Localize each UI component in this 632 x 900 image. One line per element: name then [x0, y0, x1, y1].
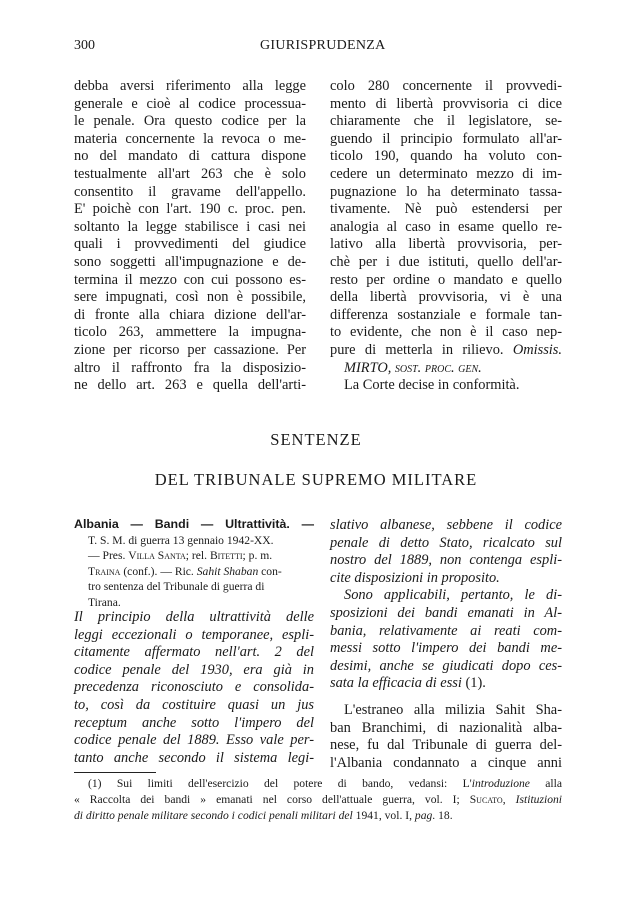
footnote-author: Sucato: [469, 793, 503, 806]
caption-fragment: ; p. m.: [242, 549, 273, 563]
text-line: testualmente all'art 263 che è solo: [74, 165, 306, 182]
text-line: precedenza riconosciuto e consolida-: [74, 679, 314, 696]
footnote-fragment: . 18.: [432, 809, 453, 822]
caption-fragment: (conf.). — Ric.: [120, 564, 197, 578]
text-line: zione per ricorso per cassazione. Per: [74, 341, 306, 358]
text-line: [330, 675, 562, 693]
president-name: Villa Santa: [128, 549, 186, 563]
text-line: soltanto la legge stabilisce i casi nei: [74, 218, 306, 235]
text-line: consentito il gravame dell'appello.: [74, 183, 306, 200]
text-line: ne dello art. 263 e quella dell'arti-: [74, 377, 306, 394]
footnote-line: [74, 808, 562, 824]
text-line: analogia al caso in esame quello re-: [330, 218, 562, 235]
text-line: della libertà provvisoria, vi è una: [330, 289, 562, 306]
footnote-fragment: 1941, vol. I,: [352, 809, 415, 822]
footnote-fragment: di diritto penale militare secondo i codici penali militari del: [74, 809, 353, 822]
caption-fragment: ; rel.: [185, 549, 210, 563]
text-line: [330, 342, 562, 360]
text-line: sposizioni dei bandi emanati in Al-: [330, 604, 562, 621]
footnote-fragment: pag: [414, 809, 433, 822]
text-line: sono soggetti all'impugnazione e de-: [74, 253, 306, 270]
text-line: codice penale del 1930, era già in: [74, 661, 314, 678]
text-fragment: pure di metterla in rilievo.: [330, 341, 504, 358]
caption-fragment: — Pres.: [88, 549, 129, 563]
running-title: GIURISPRUDENZA: [260, 38, 386, 53]
text-line: termina il mezzo con cui possono es-: [74, 271, 306, 288]
text-line: nese, fu dal Tribunale di guerra del-: [330, 737, 562, 754]
text-line: citamente affermato nell'art. 2 del: [74, 644, 314, 661]
text-line: chè per i due istituti, quello dell'ar-: [330, 253, 562, 270]
rapporteur-name: Bitetti: [209, 549, 243, 563]
appellant-name: Sahit Shaban: [196, 564, 259, 578]
text-line: di fronte alla chiara dizione dell'ar-: [74, 306, 306, 323]
text-line: materia concernente la revoca o me-: [74, 130, 306, 147]
footnote-fragment: ,: [502, 793, 516, 806]
text-line: desimi, anche se giudicati dopo ces-: [330, 657, 562, 674]
signature-text: MIRTO, sost. proc. gen.: [344, 359, 482, 376]
prosecutor-name: Traina: [88, 564, 121, 578]
footnote-fragment: « Raccolta dei bandi » emanati nel corso dell'attuale guerra, vol. I;: [74, 793, 470, 806]
footnote: [74, 776, 562, 824]
text-line: altro il raffronto fra la disposizio-: [74, 359, 306, 376]
text-line: lativo alla libertà provvisoria, per-: [330, 236, 562, 253]
footnote-line: [74, 792, 562, 808]
section-subtitle: DEL TRIBUNALE SUPREMO MILITARE: [154, 470, 478, 489]
text-line: to evidente, che non è il caso nep-: [330, 324, 562, 341]
decision: La Corte decise in conformità.: [344, 377, 520, 394]
footnote-fragment: introduzione: [471, 777, 530, 790]
maxim-left-column: [74, 609, 314, 767]
text-line: colo 280 concernente il provvedi-: [330, 78, 562, 94]
text-line: cite disposizioni in proposito.: [330, 569, 500, 586]
caption-line: [74, 564, 314, 580]
text-line: nostro del 1889, non contenga espli-: [330, 552, 562, 569]
text-line: l'Albania condannato a cinque anni: [330, 754, 562, 771]
text-line: ticolo 263, ammettere la impugna-: [74, 324, 306, 341]
text-line: codice penale del 1889. Esso vale per-: [74, 732, 314, 749]
page-number: 300: [74, 38, 95, 53]
text-line: mento di libertà provvisoria ci dice: [330, 95, 562, 112]
text-line: bania, relativamente ai reati com-: [330, 622, 562, 639]
top-right-column: [330, 78, 562, 395]
footnote-fragment: Istituzioni: [515, 793, 563, 806]
caption-line: T. S. M. di guerra 13 gennaio 1942-XX.: [88, 533, 274, 547]
text-line: cedere un determinato mezzo di im-: [330, 165, 562, 182]
caption-fragment: con-: [258, 564, 282, 578]
text-line: to, così da costituire quasi un jus: [74, 696, 314, 713]
text-line: ban Branchimi, di nazionalità alba-: [330, 719, 562, 736]
text-line: L'estraneo alla milizia Sahit Sha-: [344, 701, 562, 718]
text-line: penale di detto Stato, ricalcato sul: [330, 534, 562, 551]
text-line: tanto anche secondo il sistema legi-: [74, 749, 314, 766]
top-left-column: [74, 78, 306, 395]
text-line: differenza sostanziale e formale tan-: [330, 306, 562, 323]
text-line: debba aversi riferimento alla legge: [74, 78, 306, 94]
text-line: generale e cioè al codice processua-: [74, 95, 306, 112]
text-line: resto per ordine o mandato e quello: [330, 271, 562, 288]
omissis-mark: Omissis.: [512, 341, 562, 358]
text-line: guendo il principio formulato all'ar-: [330, 130, 562, 147]
signature: [330, 360, 562, 378]
footnote-fragment: (1) Sui limiti dell'esercizio del potere di bando, vedansi: L': [88, 777, 472, 790]
paragraph-gap: [330, 693, 562, 702]
caption-line: tro sentenza del Tribunale di guerra di: [88, 580, 265, 594]
text-line: sere impugnati, così non è possibile,: [74, 289, 306, 306]
caption-line: [74, 548, 314, 564]
footnote-fragment: alla: [529, 777, 562, 790]
case-headline: Albania — Bandi — Ultrattività. —: [74, 517, 314, 531]
text-line: E' poichè con l'art. 190 c. proc. pen.: [74, 201, 306, 218]
text-line: receptum anche sotto l'impero del: [74, 714, 314, 731]
text-line: Sono applicabili, pertanto, le di-: [344, 587, 562, 604]
text-line: leggi eccezionali o temporanee, espli-: [74, 626, 314, 643]
footnote-line: [74, 776, 562, 792]
text-line: tivamente. Nè può estendersi per: [330, 201, 562, 218]
maxim-right-column: [330, 517, 562, 772]
text-line: pugnazione lo ha determinato tassa-: [330, 183, 562, 200]
text-line: messi sotto l'impero dei bandi me-: [330, 640, 562, 657]
text-line: Il principio della ultrattività delle: [74, 609, 314, 625]
footnote-divider: [74, 772, 156, 773]
text-line: ticolo 190, quando ha voluto con-: [330, 148, 562, 165]
text-line: quali i provvedimenti del giudice: [74, 236, 306, 253]
text-line: le penale. Ora questo codice per la: [74, 113, 306, 130]
text-line: slativo albanese, sebbene il codice: [330, 517, 562, 533]
text-line: chiaramente che il legislatore, se-: [330, 113, 562, 130]
caption-line: Tirana.: [88, 595, 121, 609]
section-title: SENTENZE: [270, 430, 362, 449]
text-line: no del mandato di cattura dispone: [74, 148, 306, 165]
footnote-ref: (1).: [461, 675, 486, 692]
text-fragment: sata la efficacia di essi: [330, 675, 462, 692]
case-caption: [74, 517, 314, 611]
page-header: [74, 38, 556, 58]
